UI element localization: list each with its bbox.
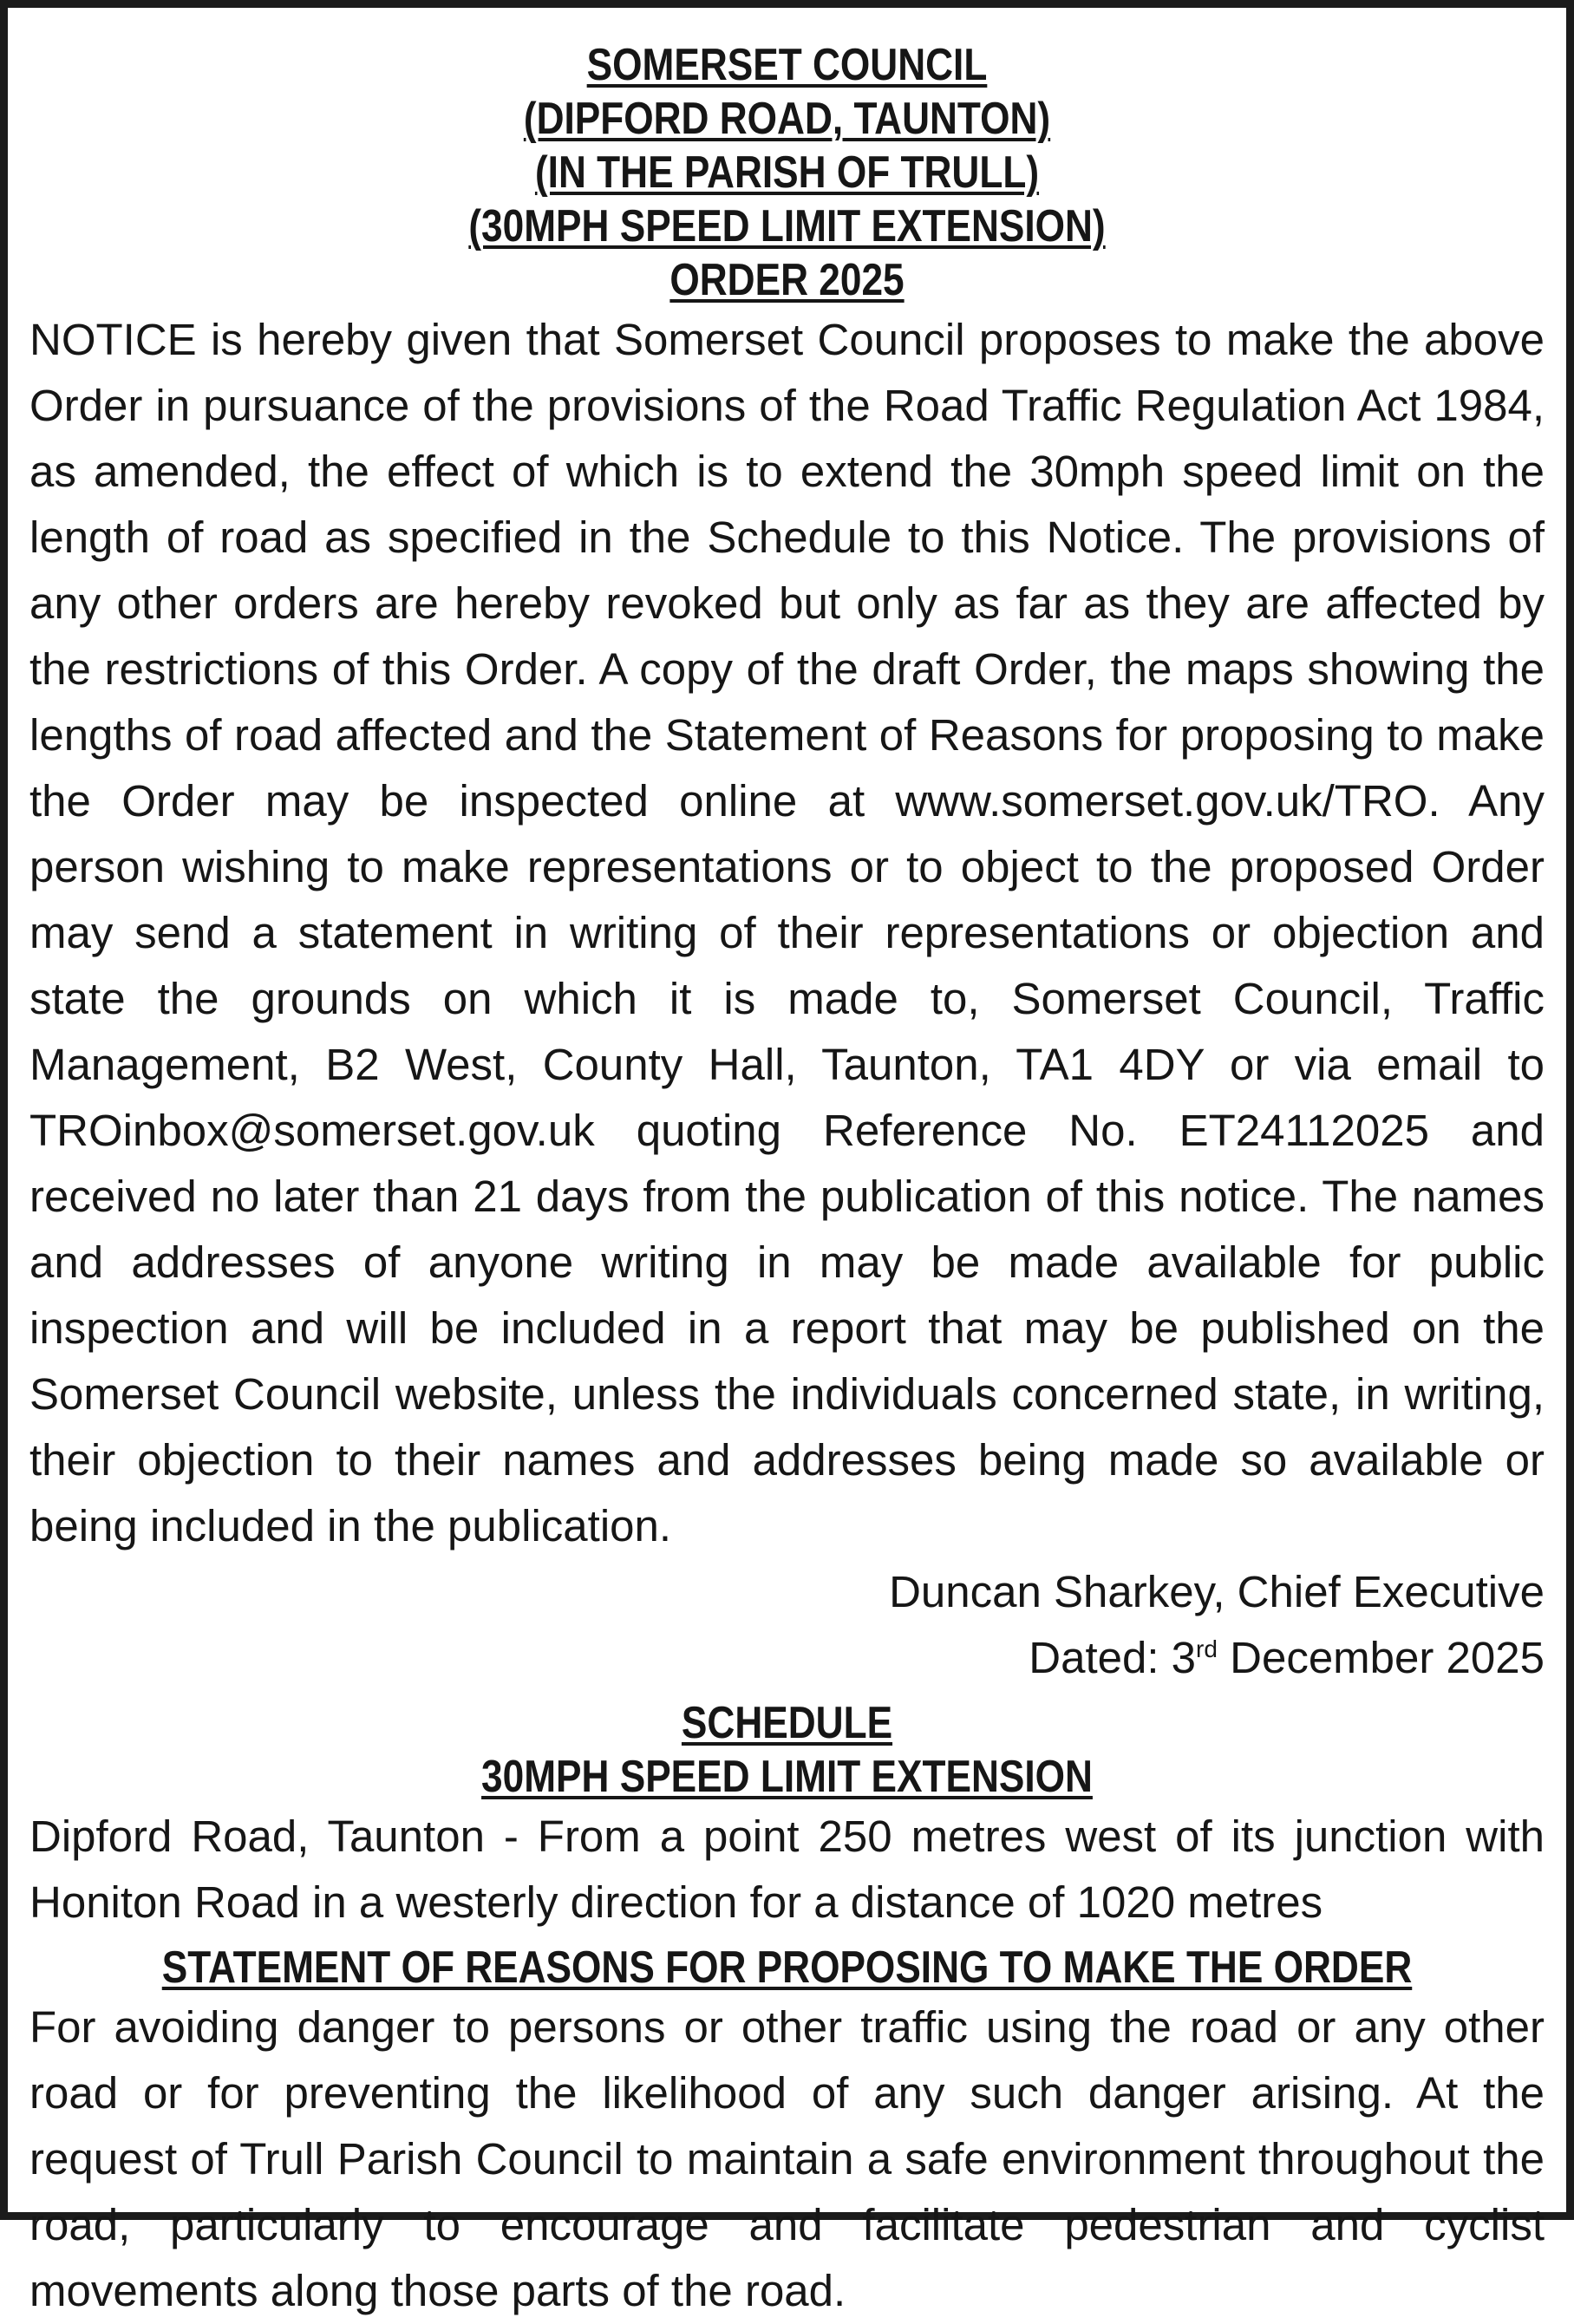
- notice-title-line-1: SOMERSET COUNCIL: [586, 40, 988, 90]
- notice-title-line-4: (30MPH SPEED LIMIT EXTENSION): [468, 201, 1106, 251]
- dated-suffix: December 2025: [1217, 1633, 1545, 1682]
- dated-ordinal: rd: [1196, 1635, 1218, 1662]
- notice-title-line-2: (DIPFORD ROAD, TAUNTON): [523, 94, 1051, 144]
- reasons-title: STATEMENT OF REASONS FOR PROPOSING TO MAKE THE ORDER: [161, 1942, 1413, 1993]
- schedule-text: Dipford Road, Taunton - From a point 250 metres west of its junction with Honiton Road in a westerly direction for a distance of 1020 metres: [29, 1812, 1545, 1927]
- schedule-subtitle: 30MPH SPEED LIMIT EXTENSION: [481, 1752, 1093, 1802]
- notice-title-line-3: (IN THE PARISH OF TRULL): [534, 147, 1040, 198]
- notice-content: [29, 38, 1545, 2324]
- schedule-title: SCHEDULE: [681, 1698, 893, 1748]
- notice-body: NOTICE is hereby given that Somerset Council proposes to make the above Order in pursuance of the provisions of the Road Traffic Regulation Act 1984, as amended, the effect of which is to extend the 30mph speed limit on the length of road as specified in the Schedule to this Notice. The provisions of any other orders are hereby revoked but only as far as they are affected by the restrictions of this Order. A copy of the draft Order, the maps showing the lengths of road affected and the Statement of Reasons for proposing to make the Order may be inspected online at www.somerset.gov.uk/TRO. Any person wishing to make representations or to object to the proposed Order may send a statement in writing of their representations or objection and state the grounds on which it is made to, Somerset Council, Traffic Management, B2 West, County Hall, Taunton, TA1 4DY or via email to TROinbox@somerset.gov.uk quoting Reference No. ET24112025 and received no later than 21 days from the publication of this notice. The names and addresses of anyone writing in may be made available for public inspection and will be included in a report that may be published on the Somerset Council website, unless the individuals concerned state, in writing, their objection to their names and addresses being made so available or being included in the publication.: [29, 315, 1545, 1550]
- dated-line: [29, 1625, 1545, 1691]
- signatory: Duncan Sharkey, Chief Executive: [889, 1567, 1545, 1616]
- dated-prefix: Dated: 3: [1029, 1633, 1197, 1682]
- reasons-text: For avoiding danger to persons or other traffic using the road or any other road or for preventing the likelihood of any such danger arising. At the request of Trull Parish Council to maintain a safe environment throughout the road, particularly to encourage and facilitate pedestrian and cyclist movements along those parts of the road.: [29, 2002, 1545, 2315]
- notice-title-line-5: ORDER 2025: [669, 255, 905, 305]
